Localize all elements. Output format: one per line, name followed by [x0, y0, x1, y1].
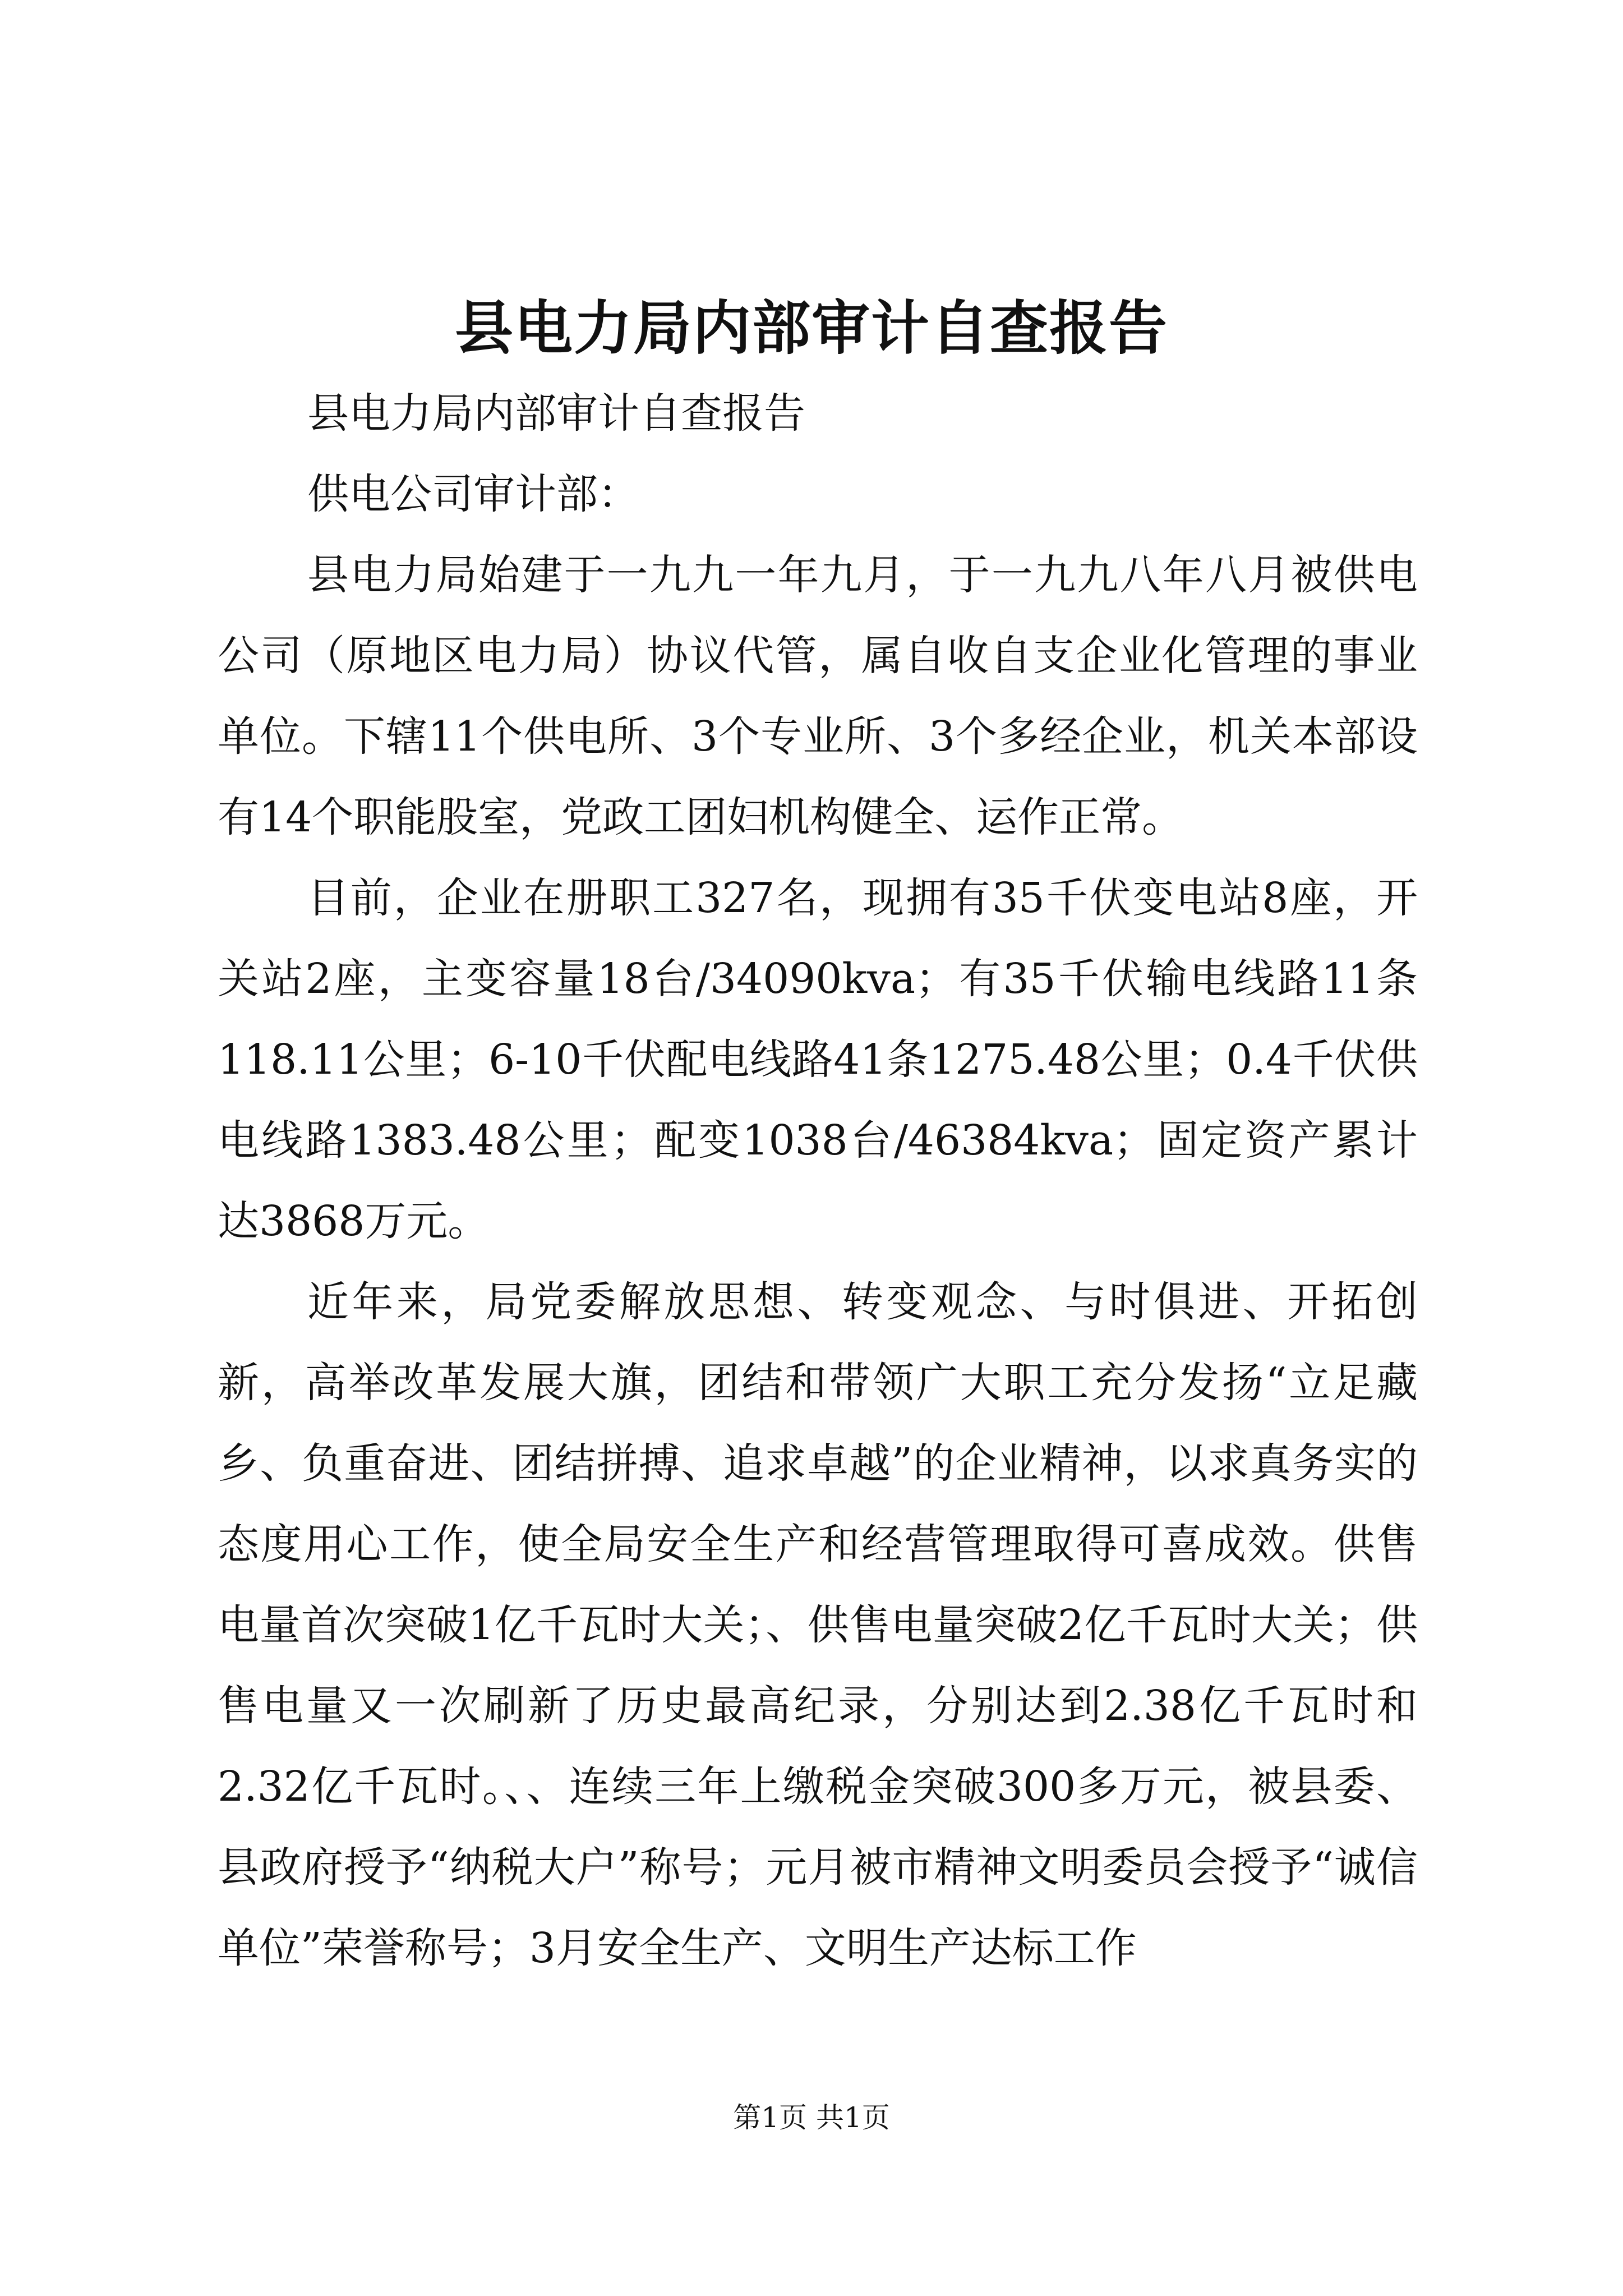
paragraph-addressee: 供电公司审计部：	[307, 470, 639, 518]
paragraph-achievements: 近年来，局党委解放思想、转变观念、与时俱进、开拓创新，高举改革发展大旗，团结和带领广大职工充分发扬“立足藏乡、负重奋进、团结拼搏、追求卓越”的企业精神，以求真务实的态度用心工作，使全局安全生产和经营管理取得可喜成效。供售电量首次突破1亿千瓦时大关；、供售电量突破2亿千瓦时大关；供售电量又一次刷新了历史最高纪录，分别达到2.38亿千瓦时和2.32亿千瓦时。、、连续三年上缴税金突破300多万元，被县委、县政府授予“纳税大户”称号；元月被市精神文明委员会授予“诚信单位”荣誉称号；3月安全生产、文明生产达标工作	[218, 1278, 1418, 1972]
paragraph-history: 县电力局始建于一九九一年九月，于一九九八年八月被供电公司（原地区电力局）协议代管，属自收自支企业化管理的事业单位。下辖11个供电所、3个专业所、3个多经企业，机关本部设有14个职能股室，党政工团妇机构健全、运作正常。	[218, 551, 1418, 841]
document-title: 县电力局内部审计自查报告	[454, 293, 1168, 362]
paragraph-facilities: 目前，企业在册职工327名，现拥有35千伏变电站8座，开关站2座，主变容量18台/34090kva；有35千伏输电线路11条118.11公里；6-10千伏配电线路41条1275.48公里；0.4千伏供电线路1383.48公里；配变1038台/46384kva；固定资产累计达3868万元。	[218, 874, 1418, 1245]
document-body	[218, 373, 1418, 1989]
paragraph-subtitle: 县电力局内部审计自查报告	[307, 389, 805, 438]
page-footer: 第1页 共1页	[733, 2101, 890, 2134]
